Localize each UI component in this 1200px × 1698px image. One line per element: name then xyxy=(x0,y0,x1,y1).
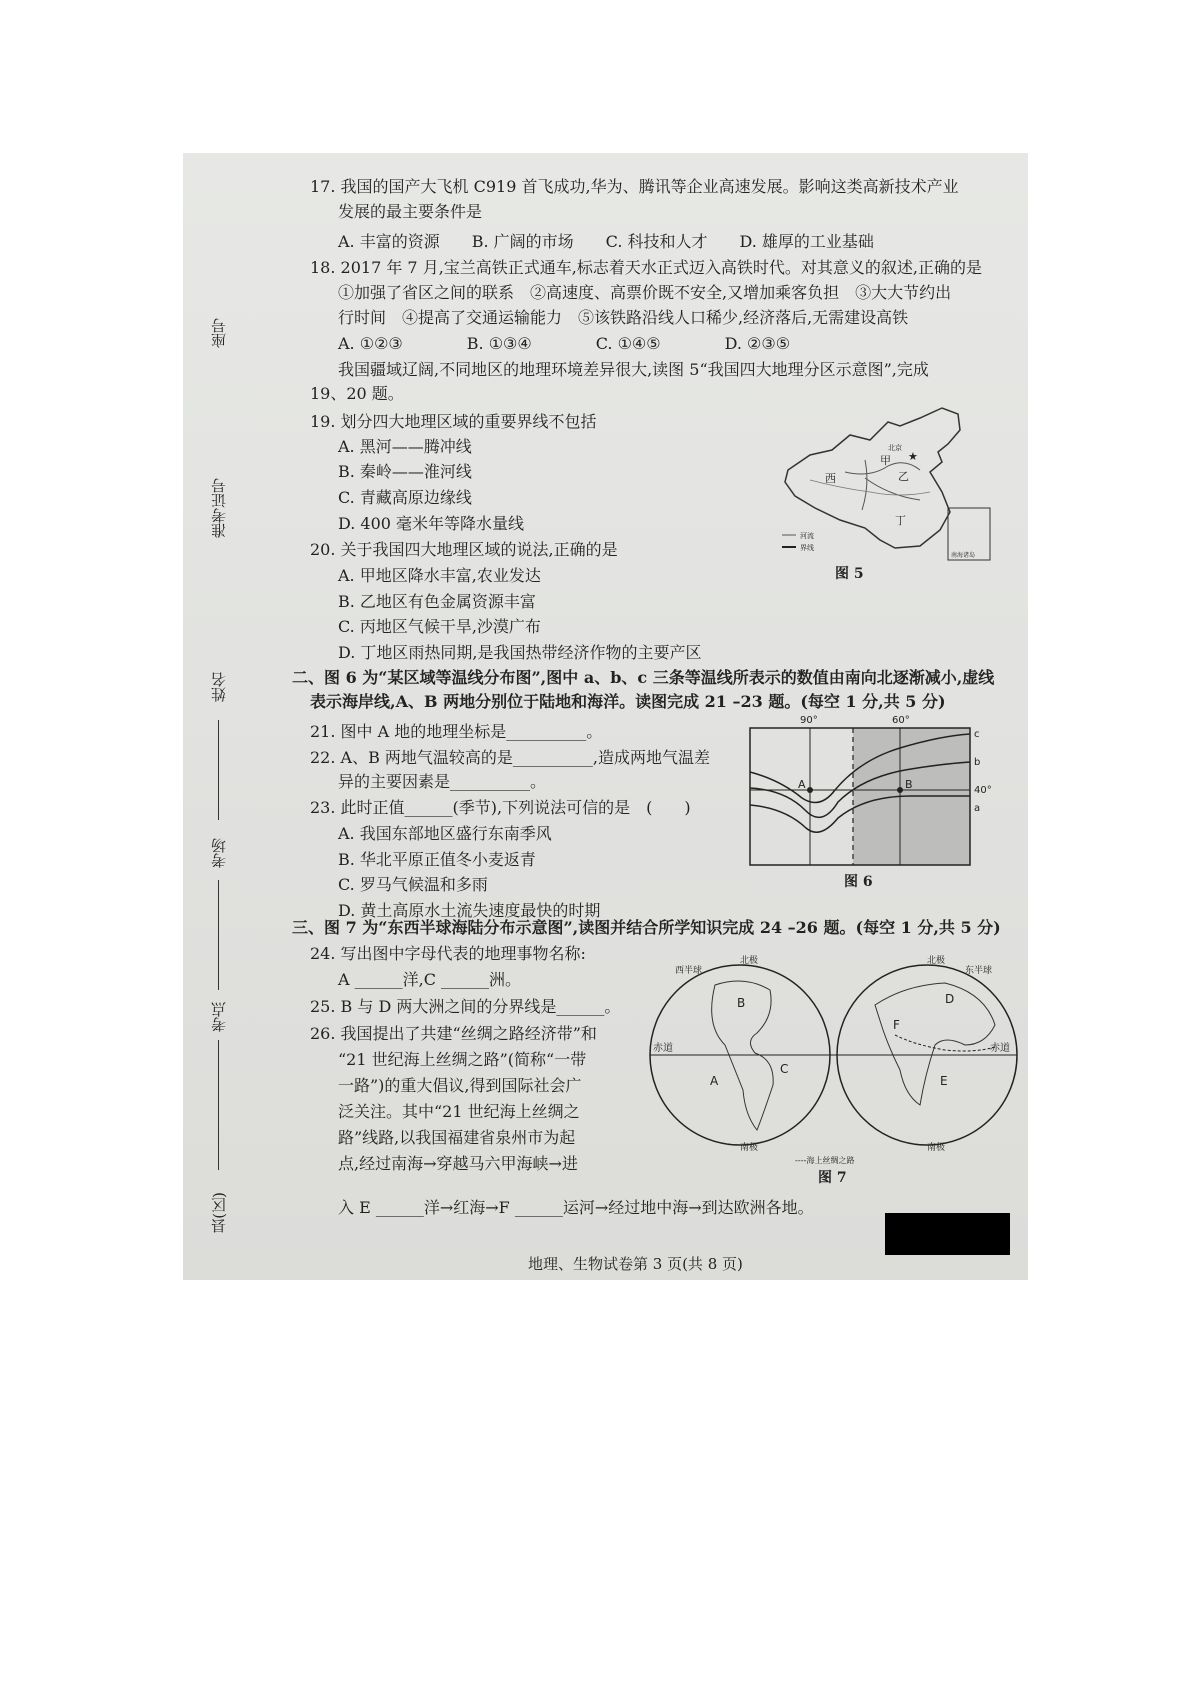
q23-option-b: B. 华北平原正值冬小麦返青 xyxy=(338,850,536,869)
point-a-marker xyxy=(807,787,813,793)
page-footer: 地理、生物试卷第 3 页(共 8 页) xyxy=(528,1255,743,1273)
south-sea-inset-label: 南海诸岛 xyxy=(951,552,976,559)
q26-line1: 26. 我国提出了共建“丝绸之路经济带”和 xyxy=(310,1024,597,1043)
china-region-boundary-south xyxy=(865,478,920,500)
q20-option-c: C. 丙地区气候干旱,沙漠广布 xyxy=(338,617,541,636)
q19-option-b: B. 秦岭——淮河线 xyxy=(338,462,472,481)
china-outline xyxy=(785,408,960,548)
q23-stem: 23. 此时正值______(季节),下列说法可信的是 ( ) xyxy=(310,798,691,817)
region-jia-label: 甲 xyxy=(880,454,891,467)
q23-option-a: A. 我国东部地区盛行东南季风 xyxy=(338,824,552,843)
q24-answer: A ______洋,C ______洲。 xyxy=(338,970,522,989)
region-xi-label: 西 xyxy=(825,472,836,485)
china-region-boundary-west xyxy=(862,460,867,510)
isotherm-b-label: b xyxy=(974,757,981,768)
figure5-caption: 图 5 xyxy=(835,566,864,582)
letter-d-label: D xyxy=(945,992,955,1006)
q26-line7: 入 E ______洋→红海→F ______运河→经过地中海→到达欧洲各地。 xyxy=(338,1198,814,1217)
site-blank-line xyxy=(218,1040,219,1170)
isotherm-a-label: a xyxy=(974,803,981,814)
q19-stem: 19. 划分四大地理区域的重要界线不包括 xyxy=(310,412,597,431)
q17-line1: 17. 我国的国产大飞机 C919 首飞成功,华为、腾讯等企业高速发展。影响这类高新技术产业 xyxy=(310,177,959,196)
beijing-label: 北京 xyxy=(888,444,902,452)
west-south-pole-label: 南极 xyxy=(740,1143,759,1153)
exam-site-label: 考点 xyxy=(210,1002,228,1032)
intro19-line1: 我国疆域辽阔,不同地区的地理环境差异很大,读图 5“我国四大地理分区示意图”,完成 xyxy=(338,360,929,379)
letter-f-label: F xyxy=(893,1018,900,1032)
east-north-pole-label: 北极 xyxy=(927,956,946,966)
q20-option-b: B. 乙地区有色金属资源丰富 xyxy=(338,592,536,611)
exam-room-label: 考场 xyxy=(210,838,228,868)
eurasia-africa-outline xyxy=(875,983,995,1105)
legend-river-label: 河流 xyxy=(800,532,814,540)
q17-line2: 发展的最主要条件是 xyxy=(338,202,483,221)
west-north-pole-label: 北极 xyxy=(740,956,759,966)
q20-stem: 20. 关于我国四大地理区域的说法,正确的是 xyxy=(310,540,618,559)
equator-left-label: 赤道 xyxy=(653,1043,673,1054)
letter-c-label: C xyxy=(780,1062,789,1076)
q26-line6: 点,经过南海→穿越马六甲海峡→进 xyxy=(338,1154,578,1173)
longitude-60-label: 60° xyxy=(892,715,910,726)
intro19-line2: 19、20 题。 xyxy=(310,384,404,403)
room-blank-line xyxy=(218,880,219,990)
redaction-box xyxy=(885,1213,1010,1255)
q19-option-d: D. 400 毫米年等降水量线 xyxy=(338,514,525,533)
legend-boundary-label: 界线 xyxy=(800,544,814,552)
region-yi-label: 乙 xyxy=(898,470,909,483)
county-label: 县(区) xyxy=(210,1192,228,1234)
name-blank-line xyxy=(218,720,219,820)
section2-line1: 二、图 6 为“某区域等温线分布图”,图中 a、b、c 三条等温线所表示的数值由南向北逐渐减小,虚线 xyxy=(292,668,995,687)
figure7-hemispheres-map xyxy=(645,945,1025,1185)
q26-line3: 一路”)的重大倡议,得到国际社会广 xyxy=(338,1076,582,1095)
western-hemisphere-label: 西半球 xyxy=(675,966,703,976)
section3-heading: 三、图 7 为“东西半球海陆分布示意图”,读图并结合所学知识完成 24 –26 题。(每空 1 分,共 5 分) xyxy=(292,918,1001,937)
q18-line1: 18. 2017 年 7 月,宝兰高铁正式通车,标志着天水正式迈入高铁时代。对其意义的叙述,正确的是 xyxy=(310,258,982,277)
q17-options: A. 丰富的资源 B. 广阔的市场 C. 科技和人才 D. 雄厚的工业基础 xyxy=(338,232,874,251)
letter-b-label: B xyxy=(737,996,746,1010)
figure6-caption: 图 6 xyxy=(844,874,873,890)
q23-option-d: D. 黄土高原水土流失速度最快的时期 xyxy=(338,901,601,920)
q25: 25. B 与 D 两大洲之间的分界线是______。 xyxy=(310,997,621,1016)
figure7-caption: 图 7 xyxy=(818,1170,847,1186)
q26-line4: 泛关注。其中“21 世纪海上丝绸之 xyxy=(338,1102,580,1121)
region-ding-label: 丁 xyxy=(895,514,906,527)
q26-line2: “21 世纪海上丝绸之路”(简称“一带 xyxy=(338,1050,587,1069)
q24-stem: 24. 写出图中字母代表的地理事物名称: xyxy=(310,944,586,963)
figure6-isotherm-map xyxy=(740,710,1000,875)
eastern-hemisphere-label: 东半球 xyxy=(965,966,993,976)
q22-line2: 异的主要因素是__________。 xyxy=(338,772,547,791)
q22-line1: 22. A、B 两地气温较高的是__________,造成两地气温差 xyxy=(310,748,711,767)
q21: 21. 图中 A 地的地理坐标是__________。 xyxy=(310,722,603,741)
q20-option-d: D. 丁地区雨热同期,是我国热带经济作物的主要产区 xyxy=(338,643,702,662)
latitude-40-label: 40° xyxy=(974,785,992,796)
beijing-star-icon: ★ xyxy=(908,450,918,463)
equator-right-label: 赤道 xyxy=(990,1043,1010,1054)
section2-line2: 表示海岸线,A、B 两地分别位于陆地和海洋。读图完成 21 –23 题。(每空 1 分,共 5 分) xyxy=(310,692,946,711)
letter-e-label: E xyxy=(940,1074,948,1088)
silk-road-legend: ----海上丝绸之路 xyxy=(795,1156,855,1165)
q23-option-c: C. 罗马气候温和多雨 xyxy=(338,875,488,894)
seat-label: 座号 xyxy=(210,318,228,348)
east-south-pole-label: 南极 xyxy=(927,1143,946,1153)
q19-option-a: A. 黑河——腾冲线 xyxy=(338,437,472,456)
q20-option-a: A. 甲地区降水丰富,农业发达 xyxy=(338,566,541,585)
letter-a-label: A xyxy=(710,1074,719,1088)
exam-number-label: 准考证号 xyxy=(210,478,228,538)
q26-line5: 路”线路,以我国福建省泉州市为起 xyxy=(338,1128,576,1147)
q18-options: A. ①②③ B. ①③④ C. ①④⑤ D. ②③⑤ xyxy=(338,334,791,353)
q18-line3: 行时间 ④提高了交通运输能力 ⑤该铁路沿线人口稀少,经济落后,无需建设高铁 xyxy=(338,308,909,327)
point-b-marker xyxy=(897,787,903,793)
point-b-label: B xyxy=(905,778,913,791)
maritime-silk-road-route xyxy=(895,1035,995,1051)
figure5-china-map xyxy=(770,400,1000,580)
isotherm-c-label: c xyxy=(974,729,980,740)
q19-option-c: C. 青藏高原边缘线 xyxy=(338,488,472,507)
q18-line2: ①加强了省区之间的联系 ②高速度、高票价既不安全,又增加乘客负担 ③大大节约出 xyxy=(338,283,952,302)
point-a-label: A xyxy=(798,778,806,791)
name-label: 姓名 xyxy=(210,672,228,702)
longitude-90-label: 90° xyxy=(800,715,818,726)
